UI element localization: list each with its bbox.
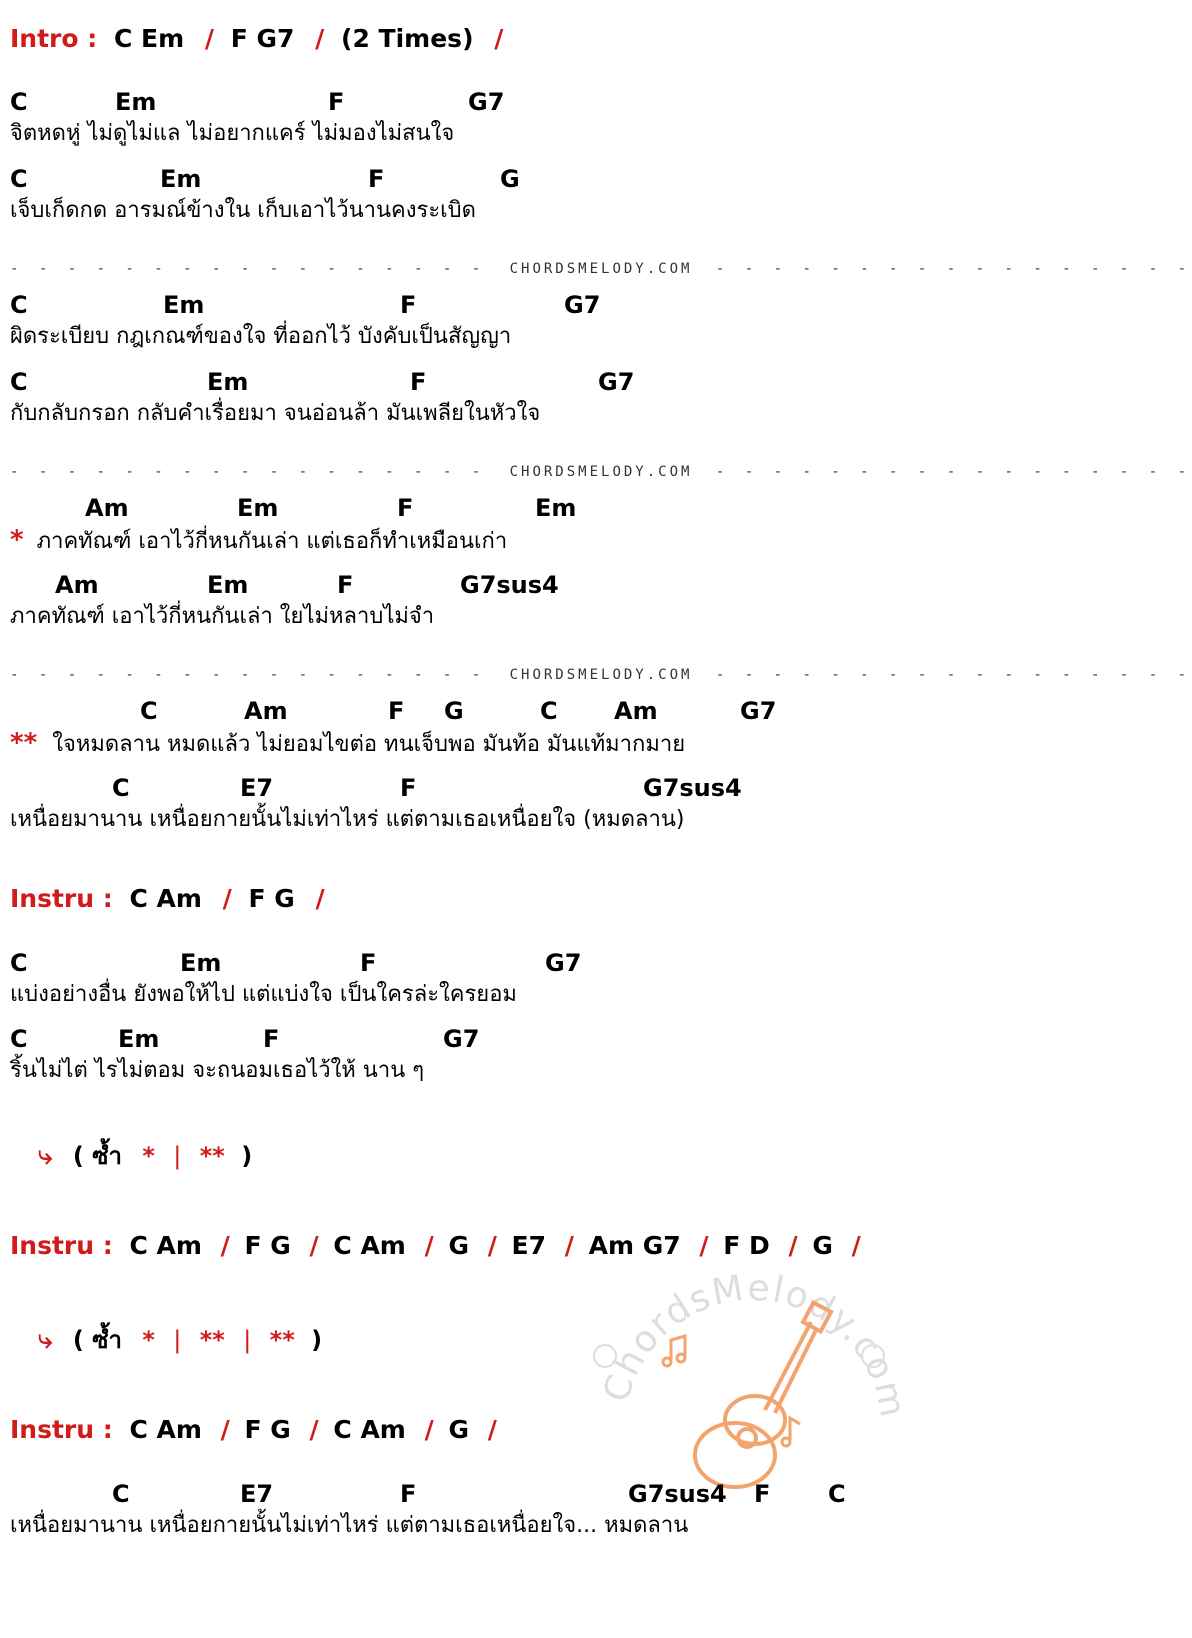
instru-chords: E7 — [511, 1231, 547, 1260]
outro-chord: F — [754, 1480, 771, 1508]
prechorus-line — [10, 526, 507, 556]
instru-chords: Am G7 — [588, 1231, 681, 1260]
instru-slash: / — [424, 1415, 434, 1444]
verse2-chord: F — [410, 368, 427, 396]
separator — [10, 260, 1192, 278]
instru-slash: / — [220, 1231, 230, 1260]
divider: | — [173, 1142, 182, 1170]
repeat-close: ) — [311, 1326, 323, 1354]
outro-chord: G7sus4 — [628, 1480, 727, 1508]
repeat-line — [38, 1141, 252, 1171]
double-asterisk-marker: ** — [199, 1142, 225, 1170]
separator-site: CHORDSMELODY.COM — [509, 667, 693, 683]
double-asterisk-marker: ** — [10, 728, 38, 758]
instru-slash: / — [309, 1415, 319, 1444]
chorus-line — [10, 729, 685, 759]
outro-chord: C — [112, 1480, 130, 1508]
chorus-chord: G — [444, 697, 464, 725]
instru-slash: / — [851, 1231, 861, 1260]
separator-site: CHORDSMELODY.COM — [509, 464, 693, 480]
instru-slash: / — [487, 1231, 497, 1260]
chorus-chord: F — [388, 697, 405, 725]
verse2-chord: Em — [207, 368, 249, 396]
instru-chords: C Am — [333, 1231, 406, 1260]
instru-chords: F G — [244, 1231, 291, 1260]
divider: | — [243, 1326, 252, 1354]
instru-slash: / — [788, 1231, 798, 1260]
verse3-chord: G7 — [443, 1025, 480, 1053]
verse2-lyric: ผิดระเบียบ กฎเกณฑ์ของใจ ที่ออกไว้ บังคับเป็นสัญญา — [10, 324, 512, 349]
repeat-label: ( ซ้ำ — [72, 1326, 123, 1354]
verse2-chord: F — [400, 291, 417, 319]
prechorus-chord: Am — [85, 494, 129, 522]
verse2-lyric: กับกลับกรอก กลับคำเรื่อยมา จนอ่อนล้า มันเพลียในหัวใจ — [10, 401, 541, 426]
intro-slash-2: / — [315, 24, 325, 53]
intro-slash-1: / — [204, 24, 215, 53]
separator-dashes: - - - - - - - - - - - - - - - - - — [715, 464, 1192, 480]
music-note-icon — [663, 1336, 800, 1446]
verse3-chord: Em — [118, 1025, 160, 1053]
instru-label: Instru : — [10, 884, 113, 913]
verse3-chord: F — [360, 949, 377, 977]
separator-dashes: - - - - - - - - - - - - - - - - - — [715, 261, 1192, 277]
chorus-chord: Am — [614, 697, 658, 725]
instru-label: Instru : — [10, 1415, 113, 1444]
separator-dashes: - - - - - - - - - - - - - - - - - — [10, 667, 487, 683]
prechorus-chord: Am — [55, 571, 99, 599]
instru-slash: / — [222, 884, 232, 913]
chorus-chord: G7 — [740, 697, 777, 725]
repeat-label: ( ซ้ำ — [72, 1142, 123, 1170]
chorus-lyric: ใจหมดลาน หมดแล้ว ไม่ยอมไขต่อ ทนเจ็บพอ มันท้อ มันแท้มากมาย — [52, 732, 686, 757]
instru-chords: G — [448, 1415, 469, 1444]
asterisk-marker: * — [10, 525, 24, 555]
separator-dashes: - - - - - - - - - - - - - - - - - — [715, 667, 1192, 683]
chorus-chord: C — [540, 697, 558, 725]
prechorus-chord: F — [337, 571, 354, 599]
verse1-chord: G7 — [468, 88, 505, 116]
verse2-chord: G7 — [564, 291, 601, 319]
repeat-line — [38, 1325, 322, 1355]
chordsmelody-watermark-logo — [575, 1250, 930, 1605]
intro-chords-1: C Em — [113, 24, 185, 53]
instru-slash: / — [220, 1415, 230, 1444]
chorus-chord: C — [112, 774, 130, 802]
verse3-chord: G7 — [545, 949, 582, 977]
instru-chords: G — [448, 1231, 469, 1260]
return-arrow-icon: ⤷ — [38, 1141, 53, 1171]
instru-chords: F D — [723, 1231, 770, 1260]
intro-label: Intro : — [10, 24, 98, 53]
prechorus-chord: G7sus4 — [460, 571, 559, 599]
repeat-close: ) — [241, 1142, 253, 1170]
prechorus-lyric: ภาคทัณฑ์ เอาไว้กี่หนกันเล่า ใยไม่หลาบไม่จำ — [10, 604, 435, 629]
separator — [10, 666, 1192, 684]
watermark-text: ChordsMelody.com — [595, 1267, 914, 1423]
prechorus-chord: F — [397, 494, 414, 522]
instru-slash: / — [315, 884, 325, 913]
verse1-chord: Em — [115, 88, 157, 116]
verse2-chord: C — [10, 291, 28, 319]
intro-chords-2: F G7 — [230, 24, 295, 53]
verse3-chord: C — [10, 1025, 28, 1053]
verse3-lyric: ริ้นไม่ไต่ ไรไม่ตอม จะถนอมเธอไว้ให้ นาน ๆ — [10, 1058, 425, 1083]
divider: | — [173, 1326, 182, 1354]
prechorus-chord: Em — [207, 571, 249, 599]
intro-slash-3: / — [494, 24, 504, 53]
verse2-chord: Em — [163, 291, 205, 319]
verse3-lyric: แบ่งอย่างอื่น ยังพอให้ไป แต่แบ่งใจ เป็นใครล่ะใครยอม — [10, 982, 517, 1007]
svg-text:ChordsMelody.com — [596, 1268, 914, 1423]
asterisk-marker: * — [142, 1142, 155, 1170]
return-arrow-icon: ⤷ — [38, 1325, 53, 1355]
instru-line — [10, 1231, 861, 1261]
verse1-chord: F — [328, 88, 345, 116]
instru-label: Instru : — [10, 1231, 113, 1260]
separator-dashes: - - - - - - - - - - - - - - - - - — [10, 464, 487, 480]
instru-chords: C Am — [129, 1231, 202, 1260]
guitar-icon — [695, 1303, 831, 1487]
chorus-lyric: เหนื่อยมานาน เหนื่อยกายนั้นไม่เท่าไหร่ แต่ตามเธอเหนื่อยใจ (หมดลาน) — [10, 807, 685, 832]
outro-chord: E7 — [240, 1480, 274, 1508]
outro-chord: C — [828, 1480, 846, 1508]
verse1-chord: Em — [160, 165, 202, 193]
verse3-chord: Em — [180, 949, 222, 977]
verse3-chord: C — [10, 949, 28, 977]
instru-chords: C Am — [333, 1415, 406, 1444]
intro-times: (2 Times) — [341, 24, 474, 53]
verse2-chord: C — [10, 368, 28, 396]
verse1-chord: C — [10, 88, 28, 116]
double-asterisk-marker: ** — [269, 1326, 295, 1354]
verse3-chord: F — [263, 1025, 280, 1053]
prechorus-chord: Em — [535, 494, 577, 522]
separator — [10, 463, 1192, 481]
prechorus-lyric: ภาคทัณฑ์ เอาไว้กี่หนกันเล่า แต่เธอก็ทำเหมือนเก่า — [36, 529, 508, 554]
chorus-chord: F — [400, 774, 417, 802]
verse1-chord: C — [10, 165, 28, 193]
verse1-lyric: จิตหดหู่ ไม่ดูไม่แล ไม่อยากแคร์ ไม่มองไม่สนใจ — [10, 121, 455, 146]
verse1-chord: F — [368, 165, 385, 193]
verse1-chord: G — [500, 165, 520, 193]
instru-chords: C Am — [129, 884, 202, 913]
instru-line — [10, 1415, 497, 1445]
verse1-lyric: เจ็บเก็ดกด อารมณ์ข้างใน เก็บเอาไว้นานคงระเบิด — [10, 198, 476, 223]
instru-slash: / — [487, 1415, 497, 1444]
instru-line — [10, 884, 325, 914]
intro-line — [10, 24, 503, 54]
instru-chords: C Am — [129, 1415, 202, 1444]
asterisk-marker: * — [142, 1326, 155, 1354]
instru-chords: F G — [244, 1415, 291, 1444]
chorus-chord: E7 — [240, 774, 274, 802]
prechorus-chord: Em — [237, 494, 279, 522]
verse2-chord: G7 — [598, 368, 635, 396]
instru-slash: / — [699, 1231, 709, 1260]
chorus-chord: G7sus4 — [643, 774, 742, 802]
double-asterisk-marker: ** — [199, 1326, 225, 1354]
outro-chord: F — [400, 1480, 417, 1508]
chorus-chord: C — [140, 697, 158, 725]
chorus-chord: Am — [244, 697, 288, 725]
separator-dashes: - - - - - - - - - - - - - - - - - — [10, 261, 487, 277]
separator-site: CHORDSMELODY.COM — [509, 261, 693, 277]
instru-slash: / — [564, 1231, 574, 1260]
instru-chords: F G — [248, 884, 295, 913]
outro-lyric: เหนื่อยมานาน เหนื่อยกายนั้นไม่เท่าไหร่ แต่ตามเธอเหนื่อยใจ... หมดลาน — [10, 1513, 689, 1538]
instru-slash: / — [309, 1231, 319, 1260]
instru-slash: / — [424, 1231, 434, 1260]
instru-chords: G — [812, 1231, 833, 1260]
